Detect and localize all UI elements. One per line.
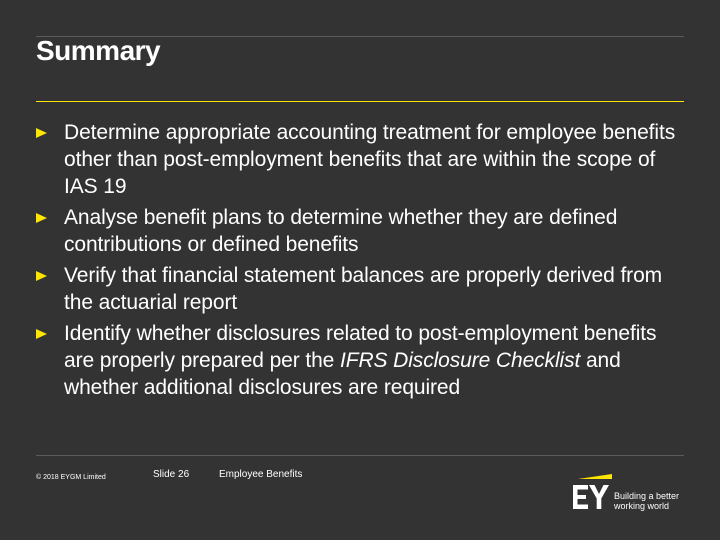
ey-logo xyxy=(572,474,692,518)
slide-title: Summary xyxy=(36,35,161,66)
bullet-text-tail: and whether additional disclosures are required xyxy=(64,349,621,399)
bullet-text: Determine appropriate accounting treatment for employee benefits other than post-employment benefits that are within the scope of IAS 19 xyxy=(64,121,676,198)
bullet-list xyxy=(36,119,688,405)
bullet-text: Identify whether disclosures related to post-employment benefits are properly prepared per the xyxy=(64,322,657,372)
logo-tagline xyxy=(614,491,679,511)
checklist-title: IFRS Disclosure Checklist xyxy=(340,349,581,372)
bullet-item xyxy=(36,119,688,200)
bullet-text: Verify that financial statement balances are properly derived from the actuarial report xyxy=(64,264,663,314)
ey-logo-mark xyxy=(572,474,614,510)
bullet-text: Analyse benefit plans to determine whether they are defined contributions or defined benefits xyxy=(64,206,618,256)
tagline-line-1: Building a better xyxy=(614,491,680,501)
bullet-item xyxy=(36,204,688,258)
copyright: © 2018 EYGM Limited xyxy=(36,474,106,481)
bullet-arrow-icon xyxy=(36,329,47,339)
tagline-line-2: working world xyxy=(614,501,670,511)
title-accent-rule xyxy=(36,101,684,102)
bullet-arrow-icon xyxy=(36,271,47,281)
bullet-arrow-icon xyxy=(36,128,47,138)
bullet-item xyxy=(36,262,688,316)
bullet-arrow-icon xyxy=(36,213,47,223)
yellow-beam-icon xyxy=(578,474,612,479)
footer-topic: Employee Benefits xyxy=(219,469,303,480)
bullet-item xyxy=(36,320,688,401)
slide-number: Slide 26 xyxy=(153,469,190,480)
footer-divider xyxy=(36,455,684,456)
